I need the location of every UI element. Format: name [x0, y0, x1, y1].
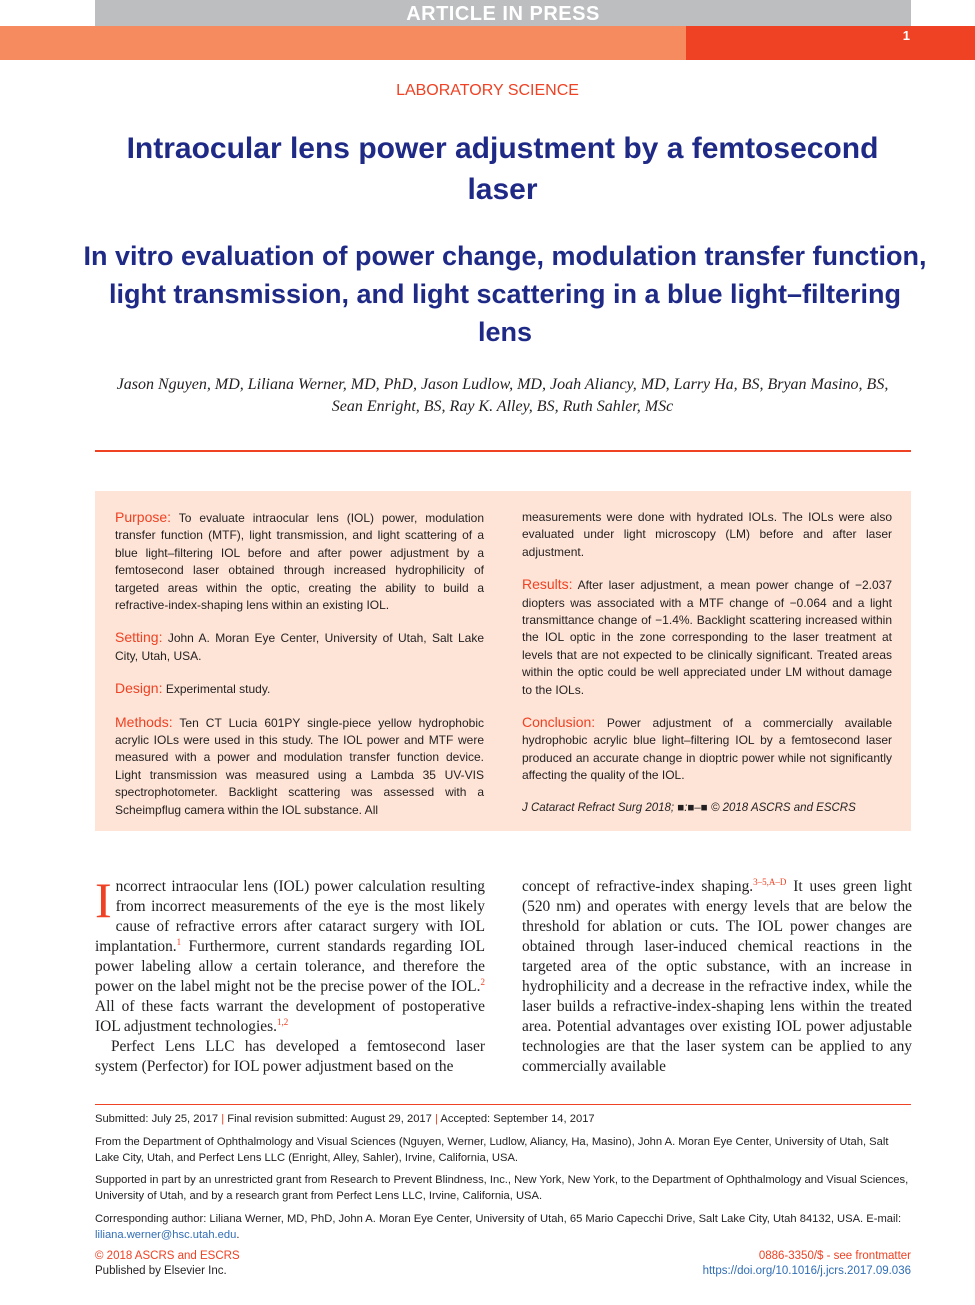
design-text: Experimental study. [165, 682, 271, 697]
results-text: After laser adjustment, a mean power change of −2.037 diopters was associated with a MTF change of −0.064 and a light transmittance change of −1.4%. Backlight scattering increased within the IOL optic in the zone corresponding to the laser treatment at levels that are not expected to be clinically significant. Treated areas within the optic could be well appreciated under LM without damage to the IOLs. [522, 578, 892, 697]
abstract-conclusion [522, 714, 892, 785]
conclusion-label: Conclusion: [522, 714, 596, 731]
issn: 0886-3350/$ - see frontmatter [758, 1250, 911, 1262]
methods-label: Methods: [115, 713, 173, 730]
doi-link[interactable]: https://doi.org/10.1016/j.jcrs.2017.09.036 [702, 1265, 911, 1277]
section-label: LABORATORY SCIENCE [396, 82, 579, 99]
setting-text: John A. Moran Eye Center, University of Utah, Salt Lake City, Utah, USA. [115, 631, 484, 663]
author-list: Jason Nguyen, MD, Liliana Werner, MD, PhD, Jason Ludlow, MD, Joah Aliancy, MD, Larry Ha, BS, Bryan Masino, BS, Sean Enright, BS, Ray K. Alley, BS, Ruth Sahler, MSc [116, 376, 889, 415]
body-right-column [522, 877, 912, 1077]
email-end: . [236, 1228, 240, 1241]
abstract-methods [115, 714, 484, 819]
divider [95, 450, 911, 452]
journal-citation: J Cataract Refract Surg 2018; ■:■–■ © 2018 ASCRS and ESCRS [522, 801, 856, 814]
page-number: 1 [902, 28, 910, 43]
p1-text-c: All of these facts warrant the development of postoperative IOL adjustment technologies. [95, 998, 485, 1035]
funding-note: Supported in part by an unrestricted grant from Research to Prevent Blindness, Inc., New York, New York, to the Department of Ophthalmology and Visual Sciences, University of Utah, and by a research grant from Perfect Lens LLC, Irvine, California, USA. [95, 1174, 909, 1203]
reference-link[interactable]: 2 [480, 976, 485, 987]
p2-text-b: It uses green light (520 nm) and operates with energy levels that are below the threshold for ablation or cuts. The IOL power changes are obtained through laser-induced chemical reactions in the targeted area of the optic substance, with an increase in hydrophilicity and a decrease in the refractive index, while the laser builds a refractive-index-shaping lens within the treated area. Potential advantages over existing IOL power adjustable technologies are that the laser system can be applied to any commercially available [522, 878, 912, 1075]
email-link[interactable]: liliana.werner@hsc.utah.edu [95, 1228, 237, 1241]
article-title: Intraocular lens power adjustment by a femtosecond laser [126, 132, 879, 206]
abstract-design [115, 680, 484, 698]
body-paragraph-1 [95, 872, 485, 1037]
drop-cap: I [95, 872, 112, 928]
methods-text-continued: measurements were done with hydrated IOLs. The IOLs were also evaluated under light microscopy (LM) before and after laser adjustment. [522, 510, 892, 559]
methods-text: Ten CT Lucia 601PY single-piece yellow hydrophobic acrylic IOLs were used in this study. The IOL power and MTF were measured with a power and modulation transfer function device. Light transmission was measured using a Lambda 35 UV-VIS spectrophotometer. Backlight scattering was assessed with a Scheimpflug camera within the IOL substance. All [115, 715, 484, 817]
body-paragraph-2-continued [522, 877, 912, 1077]
abstract-setting [115, 629, 484, 665]
reference-link[interactable]: 1 [176, 936, 182, 947]
setting-label: Setting: [115, 629, 163, 646]
p2-text: Perfect Lens LLC has developed a femtosecond laser system (Perfector) for IOL power adjustment based on the [95, 1038, 485, 1075]
article-history: Submitted: July 25, 2017 | Final revision submitted: August 29, 2017 | Accepted: September 14, 2017 [95, 1113, 595, 1125]
corresponding-author-note [95, 1212, 911, 1244]
article-subtitle: In vitro evaluation of power change, modulation transfer function, light transmission, and light scattering in a blue light–filtering lens [83, 241, 927, 347]
footnotes [95, 1112, 911, 1251]
body-left-column [95, 872, 485, 1077]
submitted-date: Submitted: July 25, 2017 [95, 1113, 219, 1125]
reference-link[interactable]: 3–5,A–D [753, 876, 787, 887]
p1-text: ncorrect intraocular lens (IOL) power calculation resulting from incorrect measurements of the eye is the most likely cause of refractive errors after cataract surgery with IOL implantation. [95, 878, 485, 955]
abstract-purpose [115, 509, 484, 614]
footer-left [95, 1249, 240, 1279]
abstract-methods-continued [522, 509, 892, 561]
affiliation-note: From the Department of Ophthalmology and Visual Sciences (Nguyen, Werner, Ludlow, Aliancy, Ha, Masino), John A. Moran Eye Center, University of Utah, Salt Lake City, Utah, and Perfect Lens LLC (Enright, Alley, Sahler), Irvine, California, USA. [95, 1135, 889, 1164]
abstract-right-column [522, 509, 892, 817]
footer-right [703, 1249, 911, 1279]
reference-link[interactable]: 1,2 [276, 1016, 289, 1027]
header-bar-light [0, 26, 686, 60]
article-in-press-banner: ARTICLE IN PRESS [406, 3, 600, 25]
conclusion-text: Power adjustment of a commercially available hydrophobic acrylic blue light–filtering IOL by a femtosecond laser produced an accurate change in dioptric power while not significantly affecting the quality of the IOL. [522, 716, 892, 783]
body-paragraph-2 [95, 1037, 485, 1077]
revision-date: Final revision submitted: August 29, 2017 [227, 1113, 432, 1125]
abstract-results [522, 576, 892, 699]
copyright: © 2018 ASCRS and ESCRS [95, 1250, 240, 1262]
accepted-date: Accepted: September 14, 2017 [440, 1113, 595, 1125]
corresponding-text: Corresponding author: Liliana Werner, MD, PhD, John A. Moran Eye Center, University of Utah, 65 Mario Capecchi Drive, Salt Lake City, Utah 84132, USA. E-mail: [95, 1212, 902, 1225]
abstract-left-column [115, 509, 484, 834]
p2-text-continued: concept of refractive-index shaping. [522, 878, 754, 895]
design-label: Design: [115, 680, 163, 697]
purpose-label: Purpose: [115, 509, 172, 525]
results-label: Results: [522, 576, 573, 593]
purpose-text: To evaluate intraocular lens (IOL) power, modulation transfer function (MTF), light transmission, and light scattering of a blue light–filtering IOL before and after power adjustment by a femtosecond laser obtained through increased hydrophilicity of targeted areas within the optic, creating the ability to build a refractive-index-shaping lens within an existing IOL. [115, 511, 485, 613]
footnote-divider [95, 1104, 911, 1105]
p1-text-b: Furthermore, current standards regarding IOL power labeling allow a certain tolerance, and therefore the power on the label might not be the precise power of the IOL. [95, 938, 485, 995]
publisher: Published by Elsevier Inc. [95, 1265, 227, 1277]
